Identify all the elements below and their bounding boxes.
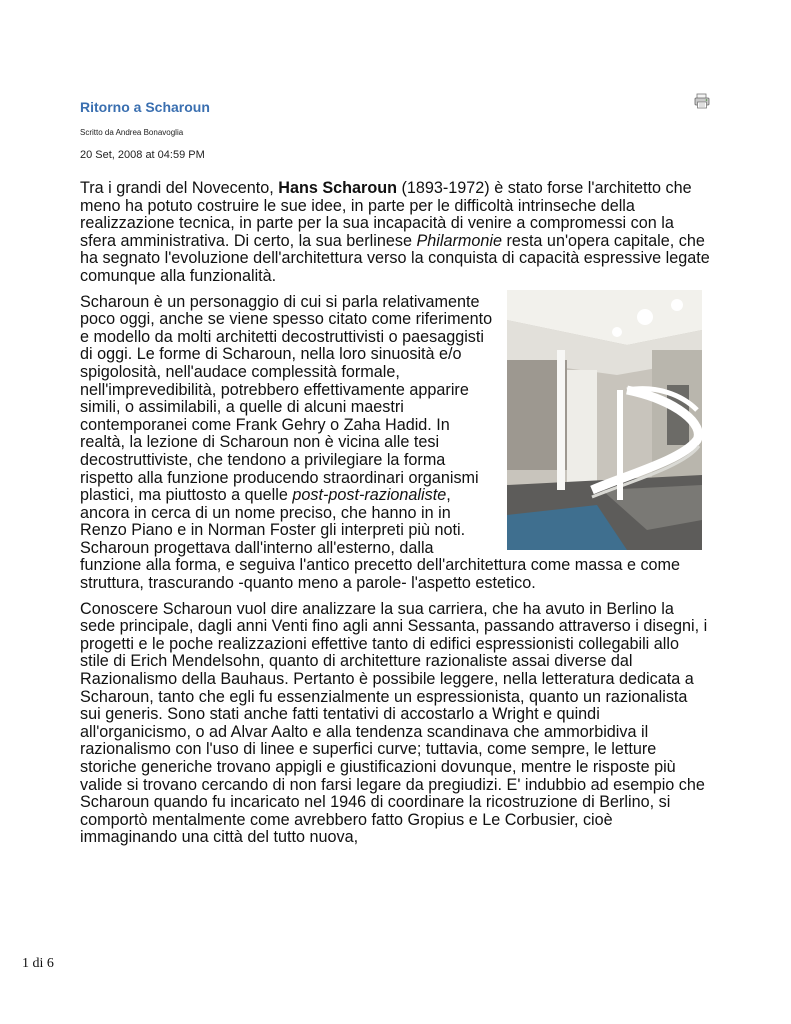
staircase-photo xyxy=(507,290,702,550)
influence-text-a: Scharoun è un personaggio di cui si parla relativamente poco oggi, anche se viene spesso citato come riferimento e modello da molti architetti decostruttivisti o paesaggisti di oggi. Le forme di Scharoun, nella loro sinuosità e/o spigolosità, nell'audace complessità formale, nell'imprevedibilità, potrebbero effettivamente apparire simili, o assimilabili, a quelle di alcuni maestri contemporanei come Frank Gehry o Zaha Hadid. In realtà, la lezione di Scharoun non è vicina alle tesi decostruttiviste, che tendono a privilegiare la forma rispetto alla funzione producendo straordinari organismi plastici, ma piuttosto a quelle xyxy=(80,292,493,505)
article-body xyxy=(80,180,712,855)
paragraph-intro xyxy=(80,180,712,286)
article-author: Scritto da Andrea Bonavoglia xyxy=(80,128,184,137)
print-icon[interactable] xyxy=(694,93,710,109)
movement-term: post-post-razionaliste xyxy=(292,486,447,505)
paragraph-career: Conoscere Scharoun vuol dire analizzare la sua carriera, che ha avuto in Berlino la sede principale, dagli anni Venti fino agli anni Sessanta, passando attraverso i disegni, i progetti e le poche realizzazioni effettive tanto di edifici espressionisti collegabili allo stile di Erich Mendelsohn, quanto di architetture razionaliste assai diverse dal Razionalismo della Bauhaus. Pertanto è possibile leggere, nella letteratura dedicata a Scharoun, tanto che egli fu essenzialmente un espressionista, quanto un razionalista sui generis. Sono stati anche fatti tentativi di accostarlo a Wright e quindi all'organicismo, o ad Alvar Aalto e alla tendenza scandinava che ammorbidiva il razionalismo con l'uso di linee e superfici curve; tuttavia, come sempre, le letture storiche generiche trovano appigli e giustificazioni dovunque, mentre le risposte più valide si trovano cercando di non farsi legare da pregiudizi. E' indubbio ad esempio che Scharoun quando fu incaricato nel 1946 di coordinare la ricostruzione di Berlino, si comportò mentalmente come avrebbero fatto Gropius e Le Corbusier, cioè immaginando una città del tutto nuova, xyxy=(80,599,708,847)
page-number: 1 di 6 xyxy=(22,956,54,971)
article-date: 20 Set, 2008 at 04:59 PM xyxy=(80,149,205,161)
architect-name: Hans Scharoun xyxy=(278,179,397,197)
article-title[interactable]: Ritorno a Scharoun xyxy=(80,99,210,115)
intro-text-c: resta un'opera capitale, che ha segnato l'evoluzione dell'architettura verso la conquista di capacità espressive legate comunque alla funzionalità. xyxy=(80,231,710,285)
work-title: Philarmonie xyxy=(416,231,502,250)
intro-text-b: (1893-1972) è stato forse l'architetto che meno ha potuto costruire le sue idee, in parte per le difficoltà intrinseche della realizzazione tecnica, in parte per la sua incapacità di venire a compromessi con la sfera amministrativa. Di certo, la sua berlinese xyxy=(80,179,692,250)
paragraph-influence xyxy=(80,294,712,593)
intro-text-a: Tra i grandi del Novecento, xyxy=(80,179,279,197)
influence-text-b: , ancora in cerca di un nome preciso, che hanno in in Renzo Piano e in Norman Foster gli interpreti più noti. Scharoun progettava dall'interno all'esterno, dalla funzione alla forma, e seguiva l'antico precetto dell'architettura come massa e come struttura, trascurando -quanto meno a parole- l'aspetto estetico. xyxy=(80,486,681,593)
